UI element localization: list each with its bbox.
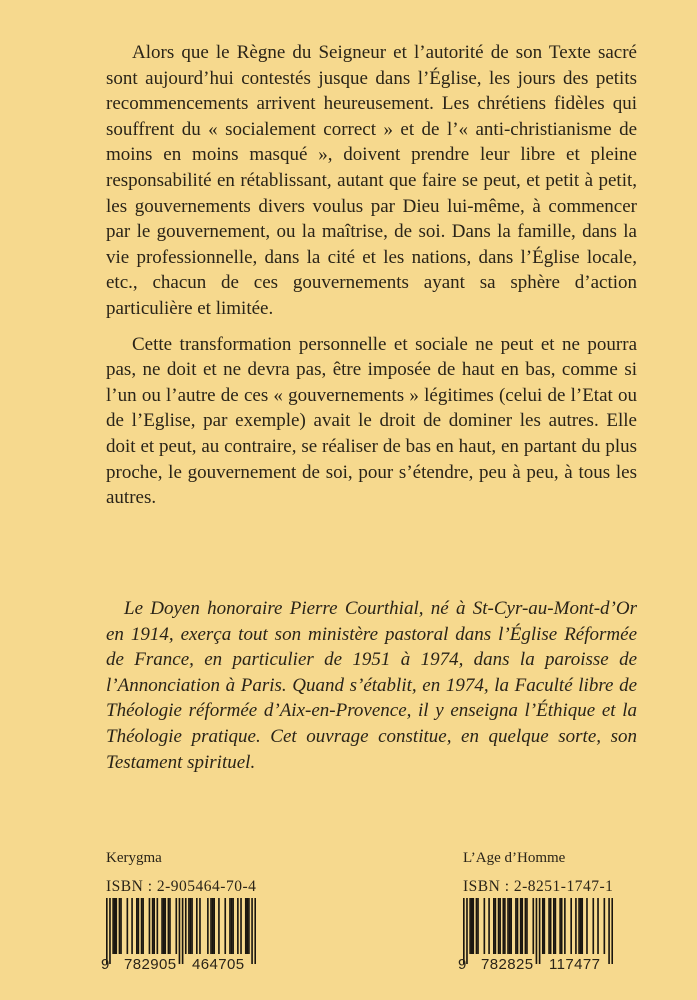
barcode-bar [477, 898, 479, 954]
barcode-bar [517, 898, 519, 954]
barcode-bar [521, 898, 523, 954]
barcode-bar [526, 898, 528, 954]
ean-first-digit-left: 9 [101, 956, 110, 973]
barcode-bar [149, 898, 151, 954]
barcode-bar [245, 898, 247, 954]
barcode-bar [493, 898, 495, 954]
barcode-bar [119, 898, 121, 954]
barcode-bar [555, 898, 557, 954]
barcode-bar [224, 898, 226, 954]
barcode-bar [611, 898, 613, 964]
barcode-bar [507, 898, 509, 954]
barcode-bar [190, 898, 192, 954]
barcode-bar [196, 898, 198, 954]
barcode-bar [604, 898, 606, 954]
blurb-paragraph-2: Cette transformation personnelle et sociale ne peut et ne pourra pas, ne doit et ne devra pas, être imposée de haut en bas, comme si l’un ou l’autre de ces « gouvernements » légitimes (celui de l’Etat ou de l’Eglise, par exemple) avait le droit de dominer les autres. Elle doit et peut, au contraire, se réaliser de bas en haut, en partant du plus proche, le gouvernement de soi, pour s’étendre, peu à peu, à tous les autres. [106, 333, 637, 509]
barcode-bar [163, 898, 165, 954]
barcode-bar [570, 898, 572, 954]
barcode-bar [185, 898, 187, 954]
barcode-bar [463, 898, 465, 964]
barcode-bar [248, 898, 250, 954]
barcode-bar [182, 898, 184, 964]
author-bio: Le Doyen honoraire Pierre Courthial, né à St-Cyr-au-Mont-d’Or en 1914, exerça tout son ministère pastoral dans l’Église Réformée de France, en particulier de 1951 à 1974, dans la paroisse de l’Annonciation à Paris. Quand s’établit, en 1974, la Faculté libre de Théologie réformée d’Aix-en-Provence, il y enseigna l’Éthique et la Théologie pratique. Cet ouvrage constitue, en quelque sorte, son Testament spirituel. [106, 598, 637, 773]
barcode-bar [142, 898, 144, 954]
barcode-bar [169, 898, 171, 954]
barcode-bar [542, 898, 544, 954]
barcode-bar [520, 898, 522, 954]
barcode-bar [559, 898, 561, 954]
barcode-bar [504, 898, 506, 954]
barcode-bar [131, 898, 133, 954]
ean-first-digit-right: 9 [458, 956, 467, 973]
barcode-bar [578, 898, 580, 954]
barcode-bar [136, 898, 138, 954]
barcode-bar [188, 898, 190, 954]
barcode-bar [525, 898, 527, 954]
barcode-bar [199, 898, 201, 954]
barcode-bar [581, 898, 583, 954]
barcode-bar [138, 898, 140, 954]
barcode-bar [580, 898, 582, 954]
blurb [106, 40, 637, 521]
barcode-bar [499, 898, 501, 954]
barcode-bar [509, 898, 511, 954]
barcode-bar [592, 898, 594, 954]
ean-left-group-left: 782905 [124, 956, 177, 973]
barcode-bar [232, 898, 234, 954]
barcode-bar [212, 898, 214, 954]
ean-left-group-right: 782825 [481, 956, 534, 973]
barcode-bar [254, 898, 256, 964]
barcode-bar [207, 898, 209, 954]
barcode-bar [114, 898, 116, 954]
barcode-bar [229, 898, 231, 954]
barcode-bar [597, 898, 599, 954]
barcode-bar [553, 898, 555, 954]
barcode-bar [586, 898, 588, 954]
barcode-bar [247, 898, 249, 954]
barcode-bar [175, 898, 177, 954]
barcode-bar [515, 898, 517, 954]
barcode-bar [502, 898, 504, 954]
barcode-bar [539, 898, 541, 964]
publisher-name-left: Kerygma [106, 850, 162, 866]
barcode-bar [544, 898, 546, 954]
barcode-bar [575, 898, 577, 954]
barcode-bar [109, 898, 111, 964]
ean-right-group-left: 464705 [192, 956, 245, 973]
barcode-bar [564, 898, 566, 954]
barcode-bar [141, 898, 143, 954]
barcode-bar [536, 898, 538, 964]
barcode-bar [237, 898, 239, 954]
barcode-bar [106, 898, 108, 964]
barcode-bar [488, 898, 490, 954]
barcode-bar [466, 898, 468, 964]
barcode-bar [471, 898, 473, 954]
barcode-bar [498, 898, 500, 954]
barcode-bar [157, 898, 159, 954]
ean-right-group-right: 117477 [549, 956, 601, 973]
barcode-bar [161, 898, 163, 954]
barcode-bar [548, 898, 550, 954]
barcode-bar [561, 898, 563, 954]
barcode-bar [112, 898, 114, 954]
barcode-bar [472, 898, 474, 954]
barcode-bar [510, 898, 512, 954]
barcode-bar [476, 898, 478, 954]
barcode-bar [532, 898, 534, 954]
barcode-bar [127, 898, 129, 954]
publisher-name-right: L’Age d’Homme [463, 850, 566, 866]
barcode-bar [164, 898, 166, 954]
barcode-bar [115, 898, 117, 954]
barcode-bar [469, 898, 471, 954]
barcode-bar [218, 898, 220, 954]
blurb-paragraph-1: Alors que le Règne du Seigneur et l’autorité de son Texte sacré sont aujourd’hui contestés jusque dans l’Église, les jours des petits recommencements arrivent heureusement. Les chrétiens fidèles qui souffrent du « socialement correct » et de l’« anti-christianisme de moins en moins masqué », doivent prendre leur libre et pleine responsabilité en rétablissant, autant que faire se peut, et petit à petit, les gouvernements divers voulus par Dieu lui-même, à commencer par le gouvernement, ou la maîtrise, de soi. Dans la famille, dans la vie professionnelle, dans la cité et les nations, dans l’Église locale, etc., chacun de ces gouvernements ayant sa sphère d’action particulière et limitée. [106, 42, 637, 319]
barcode-bar [231, 898, 233, 954]
barcode-bar [484, 898, 486, 954]
barcode-bar [210, 898, 212, 954]
barcode-bar [240, 898, 242, 954]
barcode-bar [495, 898, 497, 954]
barcode-bar [251, 898, 253, 964]
isbn-left: ISBN : 2-905464-70-4 [106, 878, 257, 895]
barcode-bar [168, 898, 170, 954]
barcode-bar [153, 898, 155, 954]
isbn-right: ISBN : 2-8251-1747-1 [463, 878, 614, 895]
barcode-bar [179, 898, 181, 964]
barcode-bar [120, 898, 122, 954]
barcode-bar [191, 898, 193, 954]
barcode-bar [608, 898, 610, 964]
barcode-bar [550, 898, 552, 954]
barcode-bar [213, 898, 215, 954]
barcode-bar [152, 898, 154, 954]
